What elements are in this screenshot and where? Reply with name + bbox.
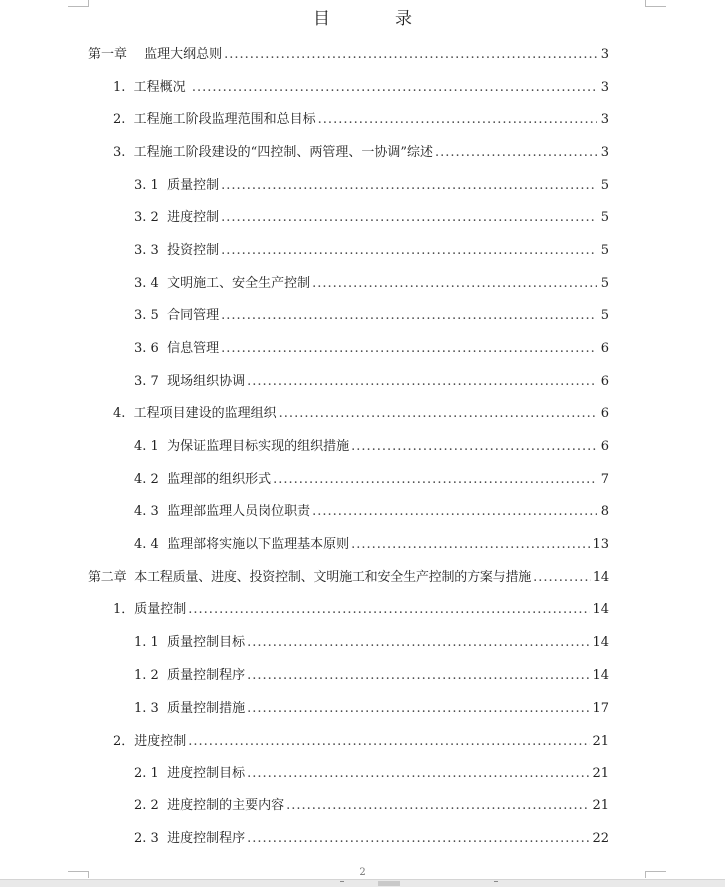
toc-entry-text: 1. 1 质量控制目标 xyxy=(134,635,246,650)
dot-leader xyxy=(318,111,597,129)
toc-entry-page: 6 xyxy=(600,374,609,389)
toc-entry-page: 5 xyxy=(600,210,609,225)
toc-entry-page: 14 xyxy=(592,635,609,650)
toc-entry-page: 14 xyxy=(592,570,609,585)
dot-leader xyxy=(188,733,590,751)
toc-entry-text: 2．进度控制 xyxy=(113,734,187,749)
toc-entry[interactable] xyxy=(113,599,609,619)
toc-entry-text: 1. 2 质量控制程序 xyxy=(134,668,246,683)
dot-leader xyxy=(188,601,590,619)
toc-entry[interactable] xyxy=(134,665,609,685)
dot-leader xyxy=(221,177,597,195)
dot-leader xyxy=(247,700,590,718)
dot-leader xyxy=(224,46,597,64)
toc-entry[interactable] xyxy=(134,795,609,815)
dot-leader xyxy=(192,79,597,97)
toc-entry-text: 第二章 本工程质量、进度、投资控制、文明施工和安全生产控制的方案与措施 xyxy=(88,570,532,585)
dot-leader xyxy=(312,275,597,293)
toc-entry-text: 1．质量控制 xyxy=(113,602,187,617)
toc-entry-page: 6 xyxy=(600,341,609,356)
toc-entry[interactable] xyxy=(134,632,609,652)
page-number: 2 xyxy=(359,867,366,878)
dot-leader xyxy=(533,569,591,587)
toc-entry[interactable] xyxy=(134,469,609,489)
dot-leader xyxy=(312,503,597,521)
toc-entry[interactable] xyxy=(134,273,609,293)
dot-leader xyxy=(221,340,597,358)
toc-entry-text: 3. 1 质量控制 xyxy=(134,178,220,193)
toc-entry[interactable] xyxy=(113,142,609,162)
toc-entry-text: 3. 6 信息管理 xyxy=(134,341,220,356)
dot-leader xyxy=(247,667,590,685)
toc-entry-text: 3. 5 合同管理 xyxy=(134,308,220,323)
toc-entry-text: 3. 3 投资控制 xyxy=(134,243,220,258)
toc-entry-page: 7 xyxy=(600,472,609,487)
toc-entry[interactable] xyxy=(113,109,609,129)
dot-leader xyxy=(247,373,597,391)
toc-entry[interactable] xyxy=(134,207,609,227)
toc-entry-page: 21 xyxy=(592,798,609,813)
toc-entry-text: 2. 1 进度控制目标 xyxy=(134,766,246,781)
dot-leader xyxy=(273,471,597,489)
toc-entry-text: 2. 2 进度控制的主要内容 xyxy=(134,798,285,813)
toc-entry-page: 5 xyxy=(600,243,609,258)
toc-entry[interactable] xyxy=(134,240,609,260)
toc-entry-text: 4. 工程项目建设的监理组织 xyxy=(113,406,277,421)
toc-entry-text: 2. 工程施工阶段监理范围和总目标 xyxy=(113,112,316,127)
toc-entry-text: 4. 2 监理部的组织形式 xyxy=(134,472,272,487)
toc-entry-page: 3 xyxy=(600,112,609,127)
toc-entry[interactable] xyxy=(134,338,609,358)
dot-leader xyxy=(221,209,597,227)
toc-entry-chapter-1[interactable] xyxy=(88,44,609,64)
toc-entry-text: 4. 1 为保证监理目标实现的组织措施 xyxy=(134,439,350,454)
toc-entry-page: 5 xyxy=(600,308,609,323)
toc-entry-text: 1. 3 质量控制措施 xyxy=(134,701,246,716)
toc-entry-page: 14 xyxy=(592,668,609,683)
toc-entry-text: 3. 2 进度控制 xyxy=(134,210,220,225)
toc-entry-page: 5 xyxy=(600,276,609,291)
toc-entry-page: 14 xyxy=(592,602,609,617)
dot-leader xyxy=(351,536,590,554)
scroll-tick-icon xyxy=(340,881,344,886)
dot-leader xyxy=(221,307,597,325)
toc-entry-page: 13 xyxy=(592,537,609,552)
toc-entry[interactable] xyxy=(134,371,609,391)
toc-entry-chapter-2[interactable] xyxy=(88,567,609,587)
scrollbar-thumb[interactable] xyxy=(378,881,400,886)
toc-entry-text: 3. 4 文明施工、安全生产控制 xyxy=(134,276,311,291)
toc-entry[interactable] xyxy=(134,436,609,456)
toc-entry[interactable] xyxy=(134,534,609,554)
toc-entry[interactable] xyxy=(134,698,609,718)
toc-entry[interactable] xyxy=(134,763,609,783)
toc-title: 目 录 xyxy=(313,9,436,29)
dot-leader xyxy=(247,634,590,652)
dot-leader xyxy=(286,797,590,815)
dot-leader xyxy=(435,144,597,162)
toc-entry-page: 5 xyxy=(600,178,609,193)
toc-entry-page: 8 xyxy=(600,504,609,519)
toc-entry-text: 3. 工程施工阶段建设的“四控制、两管理、一协调”综述 xyxy=(113,145,433,160)
dot-leader xyxy=(279,405,597,423)
toc-entry-text: 1. 工程概况 xyxy=(113,80,190,95)
dot-leader xyxy=(351,438,597,456)
toc-entry[interactable] xyxy=(113,731,609,751)
toc-entry-text: 3. 7 现场组织协调 xyxy=(134,374,246,389)
toc-entry[interactable] xyxy=(134,175,609,195)
toc-entry-text: 2. 3 进度控制程序 xyxy=(134,831,246,846)
toc-entry-page: 3 xyxy=(600,80,609,95)
scroll-tick-icon xyxy=(494,881,498,886)
toc-entry[interactable] xyxy=(134,501,609,521)
toc-entry-page: 17 xyxy=(592,701,609,716)
dot-leader xyxy=(247,765,590,783)
toc-entry[interactable] xyxy=(113,403,609,423)
toc-entry-text: 4. 3 监理部监理人员岗位职责 xyxy=(134,504,311,519)
toc-entry-page: 22 xyxy=(592,831,609,846)
toc-entry-page: 21 xyxy=(592,734,609,749)
toc-entry-text: 4. 4 监理部将实施以下监理基本原则 xyxy=(134,537,350,552)
toc-entry-page: 3 xyxy=(600,47,609,62)
toc-entry-page: 6 xyxy=(600,406,609,421)
dot-leader xyxy=(221,242,597,260)
toc-entry-text: 第一章 监理大纲总则 xyxy=(88,47,223,62)
toc-entry-page: 6 xyxy=(600,439,609,454)
toc-entry[interactable] xyxy=(134,305,609,325)
toc-entry-page: 3 xyxy=(600,145,609,160)
toc-entry-page: 21 xyxy=(592,766,609,781)
toc-entry[interactable] xyxy=(134,828,609,848)
dot-leader xyxy=(247,830,590,848)
toc-entry[interactable] xyxy=(113,77,609,97)
